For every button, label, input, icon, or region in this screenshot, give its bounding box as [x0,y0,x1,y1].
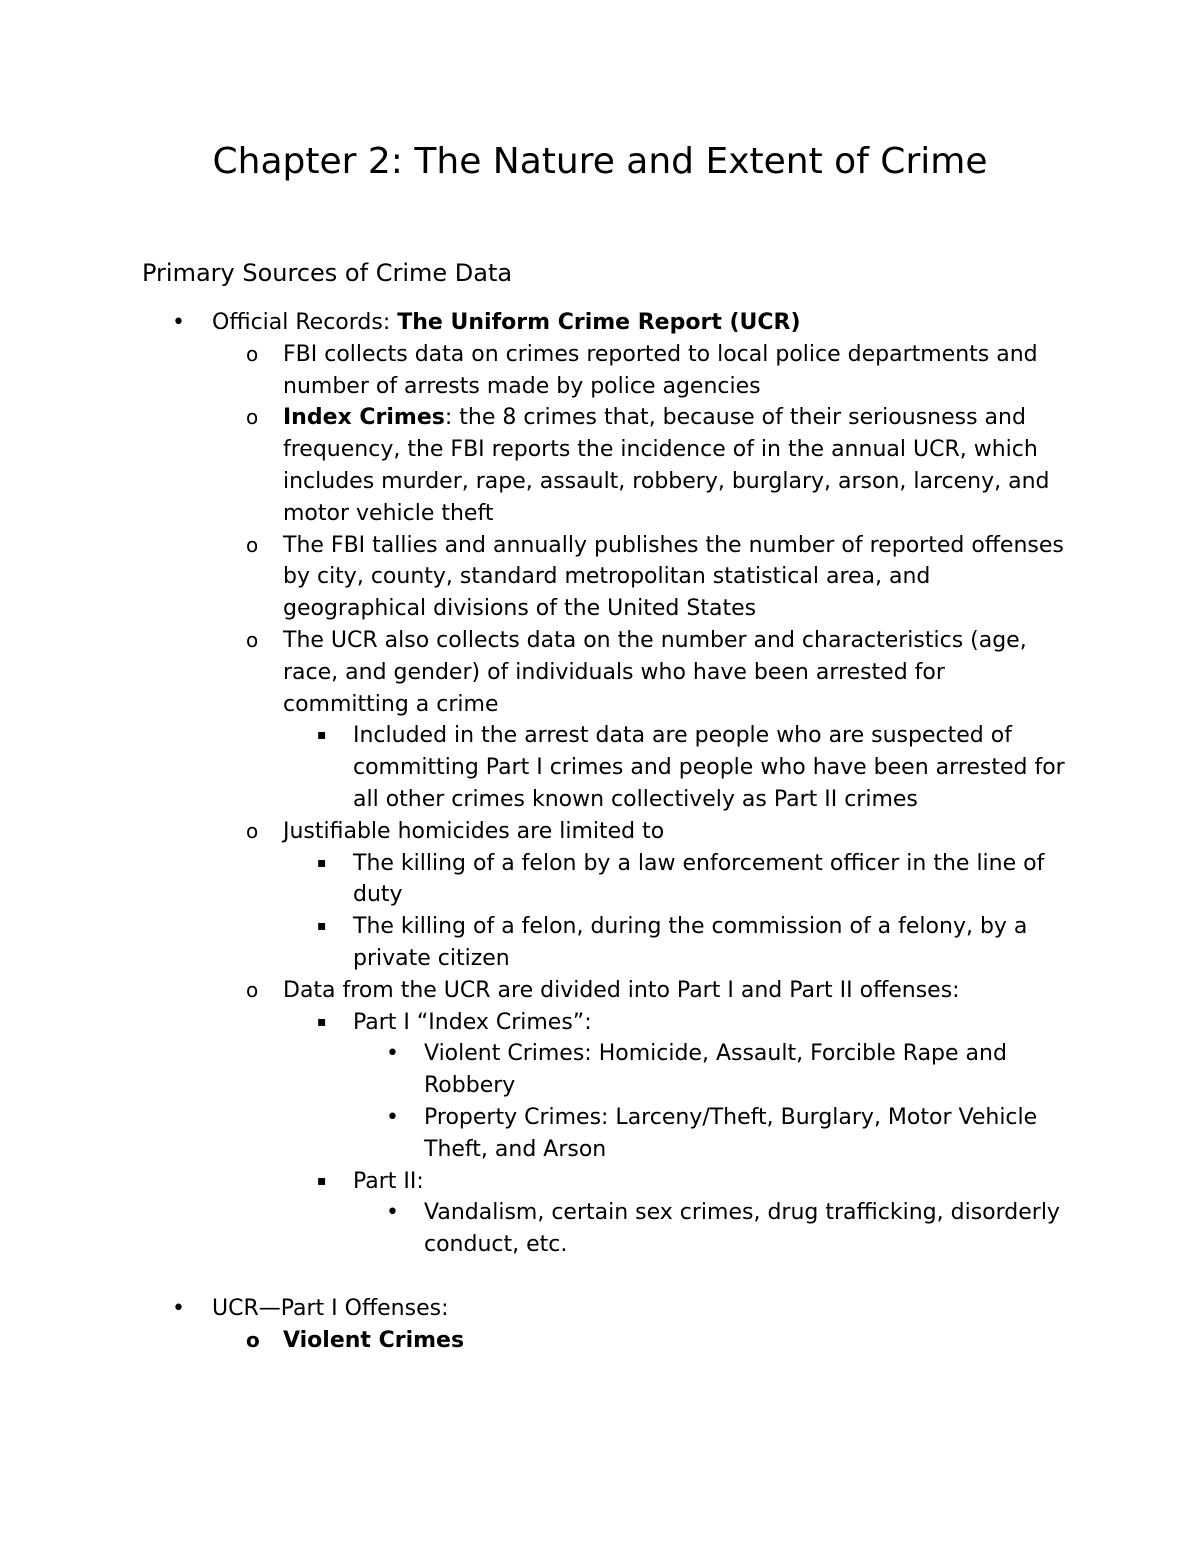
data-divided-text: Data from the UCR are divided into Part I and Part II offenses: [283,977,960,1003]
violent-list-text: Violent Crimes: Homicide, Assault, Forcible Rape and Robbery [424,1041,1007,1099]
list-item-property-list [0,1102,1074,1166]
official-records-prefix: Official Records: [212,310,398,335]
ucr-part1-text: UCR—Part I Offenses: [212,1295,449,1321]
circle-bullet-icon: o [246,977,259,1002]
fbi-collects-text: FBI collects data on crimes reported to local police departments and number of arrests made by police agencies [283,341,1038,399]
square-bullet-icon: ▪ [317,918,327,935]
index-crimes-term: Index Crimes [283,405,445,431]
list-item-part2-list [0,1197,1074,1261]
list-item-arrest-data [0,720,1073,815]
killing-citizen-text: The killing of a felon, during the commission of a felony, by a private citizen [353,914,1028,971]
list-item-killing-citizen [0,911,1073,975]
killing-officer-text: The killing of a felon by a law enforcement officer in the line of duty [353,850,1045,908]
index-crimes-definition: : the 8 crimes that, because of their seriousness and frequency, the FBI reports the incidence of in the annual UCR, which includes murder, rape, assault, robbery, burglary, arson, larceny, and motor vehicle theft [283,405,1050,526]
list-item-violent-list [0,1038,1074,1102]
violent-crimes-heading: Violent Crimes [283,1327,465,1353]
section-heading: Primary Sources of Crime Data [142,259,513,287]
list-item-part1 [0,1007,1073,1039]
disc-bullet-icon: • [172,310,185,335]
list-item-justifiable [0,816,1073,848]
property-list-text: Property Crimes: Larceny/Theft, Burglary, Motor Vehicle Theft, and Arson [424,1104,1038,1162]
list-item-fbi-collects [0,339,1073,403]
justifiable-text: Justifiable homicides are limited to [283,818,665,844]
circle-bullet-icon: o [246,627,259,652]
part2-list-text: Vandalism, certain sex crimes, drug trafficking, disorderly conduct, etc. [424,1200,1060,1258]
circle-bullet-icon: o [246,341,259,366]
square-bullet-icon: ▪ [317,854,327,871]
fbi-tallies-text: The FBI tallies and annually publishes the number of reported offenses by city, county, standard metropolitan statistical area, and geographical divisions of the United States [283,532,1064,622]
circle-bullet-icon: o [246,532,259,557]
list-item-violent-crimes [0,1325,1073,1357]
ucr-title: The Uniform Crime Report (UCR) [397,310,801,335]
list-item-fbi-tallies [0,530,1073,625]
circle-bullet-icon: o [246,405,259,430]
list-item-killing-officer [0,848,1073,912]
blank-line [0,1261,1200,1293]
disc-bullet-icon: • [172,1295,185,1321]
square-bullet-icon: ▪ [317,1172,327,1189]
list-item-official-records [0,307,1072,339]
list-item-ucr-also [0,625,1073,720]
list-item-index-crimes [0,402,1073,529]
square-bullet-icon: ▪ [317,727,327,744]
circle-bullet-icon: o [246,1327,260,1352]
list-item-part2 [0,1166,1073,1198]
list-item-ucr-part1 [0,1293,1072,1325]
chapter-title: Chapter 2: The Nature and Extent of Crime [212,141,988,182]
disc-bullet-icon: • [386,1200,399,1226]
list-item-data-divided [0,975,1073,1007]
square-bullet-icon: ▪ [317,1013,327,1030]
arrest-data-text: Included in the arrest data are people who are suspected of committing Part I crimes and people who have been arrested for all other crimes known collectively as Part II crimes [353,723,1065,812]
part2-label: Part II: [353,1168,424,1194]
circle-bullet-icon: o [246,818,259,843]
part1-label: Part I “Index Crimes”: [353,1009,592,1035]
outline-list [0,307,1200,1357]
disc-bullet-icon: • [386,1041,399,1067]
ucr-also-text: The UCR also collects data on the number and characteristics (age, race, and gender) of individuals who have been arrested for committing a crime [283,627,1027,717]
disc-bullet-icon: • [386,1104,399,1130]
